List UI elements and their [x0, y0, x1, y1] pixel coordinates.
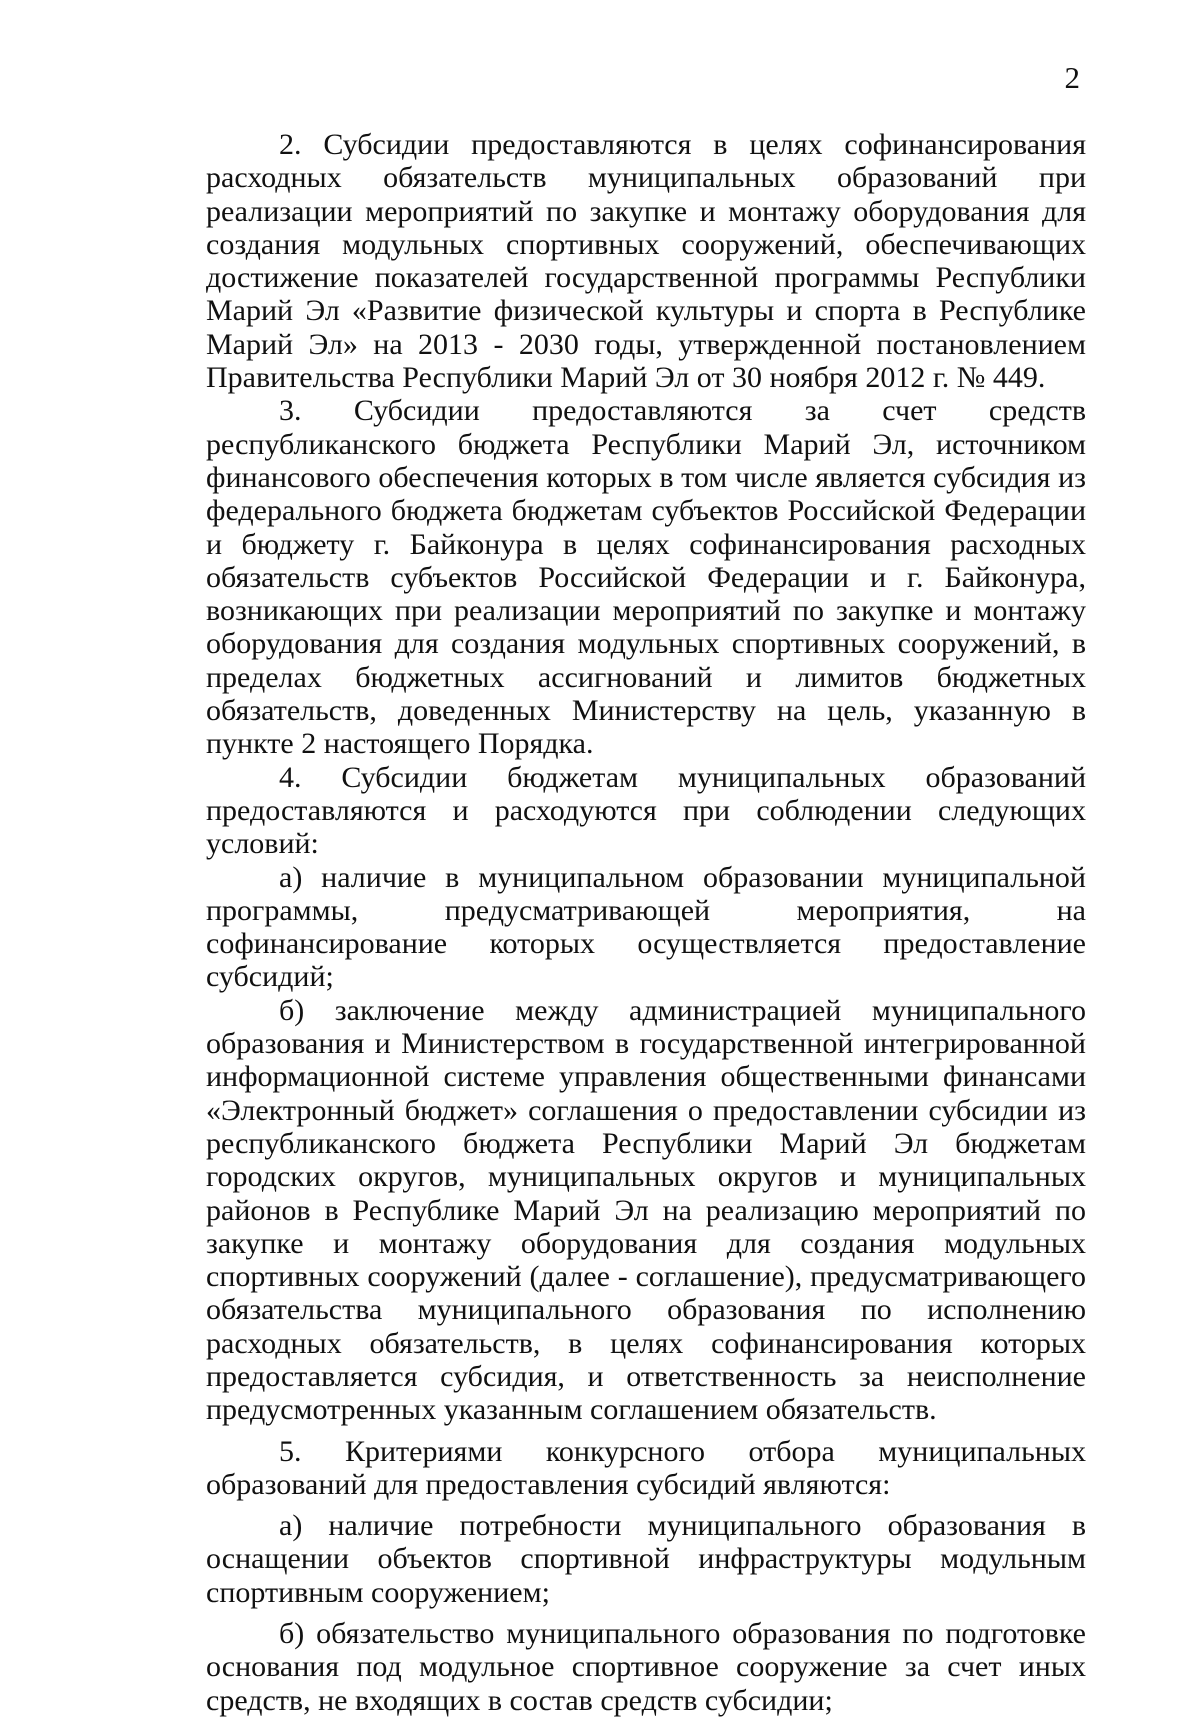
page-number: 2 [1064, 60, 1080, 95]
paragraph-2-subsidy-purpose: 2. Субсидии предоставляются в целях софинансирования расходных обязательств муниципальных образований при реализации мероприятий по закупке и монтажу оборудования для создания модульных спортивных сооружений, обеспечивающих достижение показателей государственной программы Республики Марий Эл «Развитие физической культуры и спорта в Республике Марий Эл» на 2013 - 2030 годы, утвержденной постановлением Правительства Республики Марий Эл от 30 ноября 2012 г. № 449. [206, 128, 1086, 395]
paragraph-5b-foundation-obligation: б) обязательство муниципального образования по подготовке основания под модульное спортивное сооружение за счет иных средств, не входящих в состав средств субсидии; [206, 1617, 1086, 1717]
paragraph-5-selection-criteria: 5. Критериями конкурсного отбора муниципальных образований для предоставления субсидий являются: [206, 1434, 1086, 1501]
paragraph-3-subsidy-funding: 3. Субсидии предоставляются за счет средств республиканского бюджета Республики Марий Эл, источником финансового обеспечения которых в том числе является субсидия из федерального бюджета бюджетам субъектов Российской Федерации и бюджету г. Байконура в целях софинансирования расходных обязательств субъектов Российской Федерации и г. Байконура, возникающих при реализации мероприятий по закупке и монтажу оборудования для создания модульных спортивных сооружений, в пределах бюджетных ассигнований и лимитов бюджетных обязательств, доведенных Министерству на цель, указанную в пункте 2 настоящего Порядка. [206, 394, 1086, 761]
document-body [206, 128, 1086, 1717]
paragraph-4b-agreement: б) заключение между администрацией муниципального образования и Министерством в государственной интегрированной информационной системе управления общественными финансами «Электронный бюджет» соглашения о предоставлении субсидии из республиканского бюджета Республики Марий Эл бюджетам городских округов, муниципальных округов и муниципальных районов в Республике Марий Эл на реализацию мероприятий по закупке и монтажу оборудования для создания модульных спортивных сооружений (далее - соглашение), предусматривающего обязательства муниципального образования по исполнению расходных обязательств, в целях софинансирования которых предоставляется субсидия, и ответственность за неисполнение предусмотренных указанным соглашением обязательств. [206, 993, 1086, 1427]
paragraph-5a-infrastructure-need: а) наличие потребности муниципального образования в оснащении объектов спортивной инфраструктуры модульным спортивным сооружением; [206, 1509, 1086, 1609]
paragraph-4-subsidy-conditions: 4. Субсидии бюджетам муниципальных образований предоставляются и расходуются при соблюдении следующих условий: [206, 760, 1086, 861]
paragraph-4a-municipal-program: а) наличие в муниципальном образовании муниципальной программы, предусматривающей мероприятия, на софинансирование которых осуществляется предоставление субсидий; [206, 860, 1086, 994]
